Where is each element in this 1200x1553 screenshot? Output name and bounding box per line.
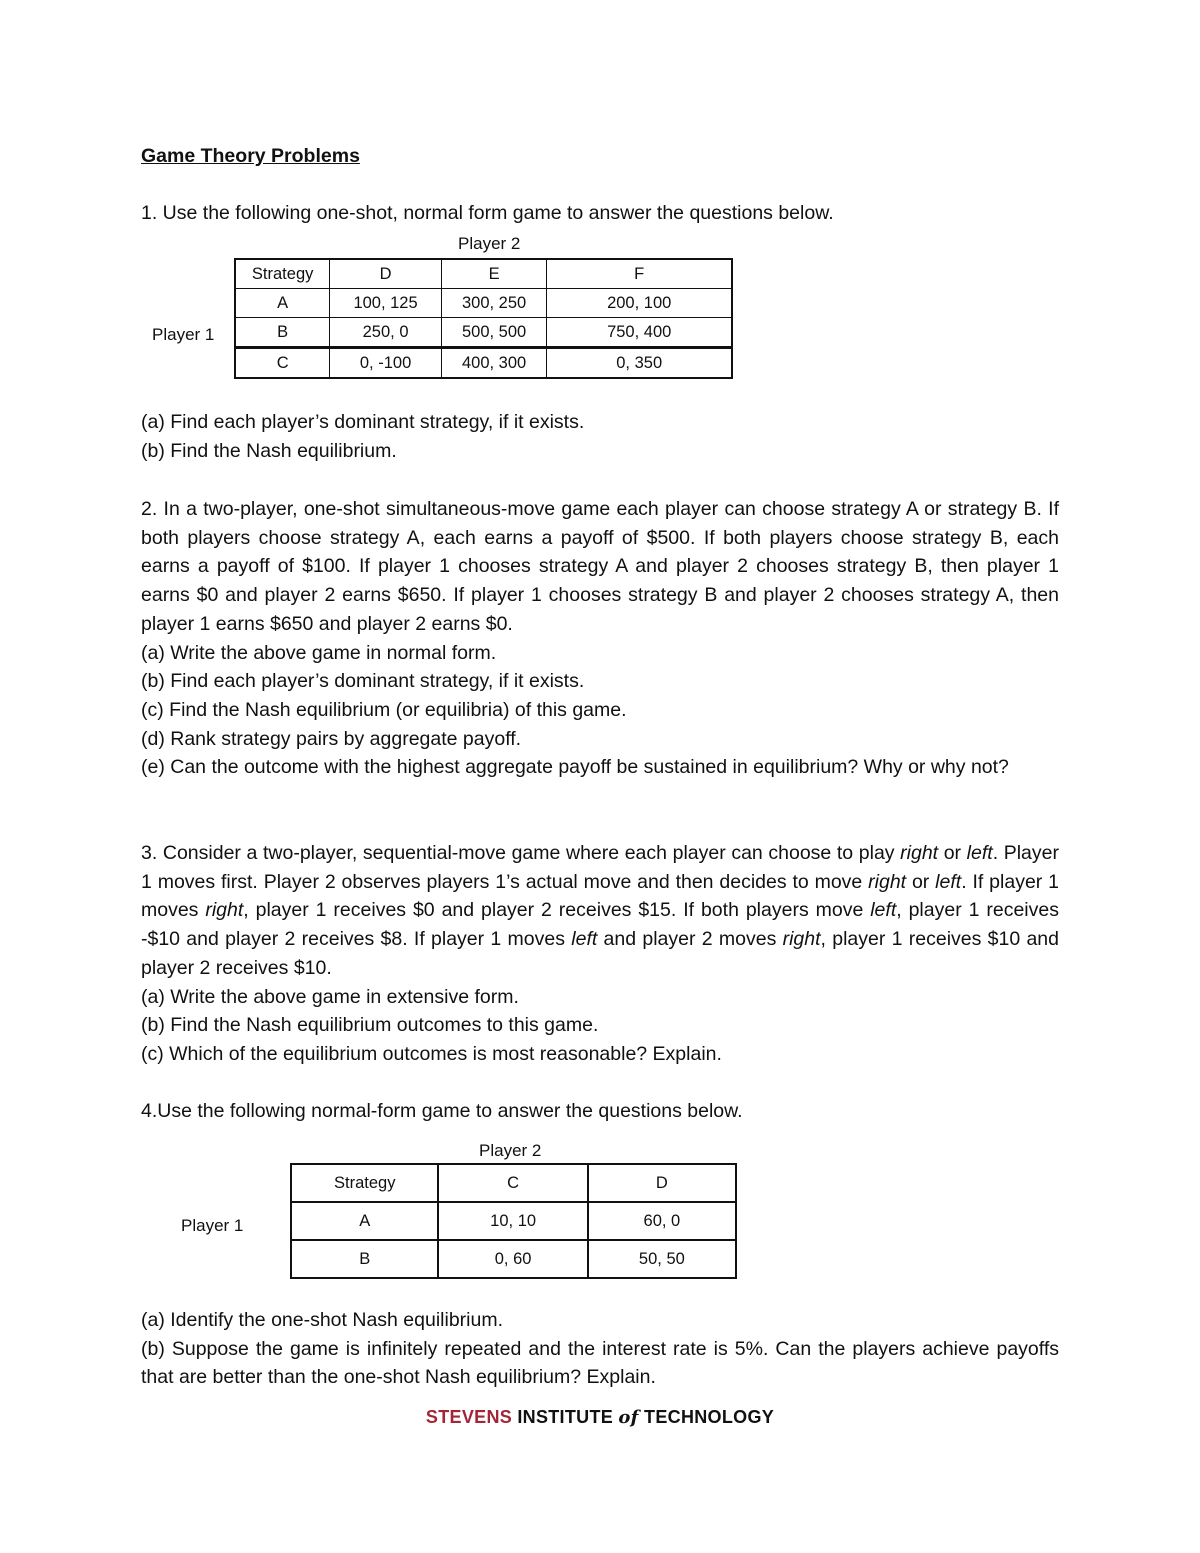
header-cell: D (588, 1164, 736, 1202)
q3-italic: right (900, 842, 939, 864)
table-cell: 50, 50 (588, 1240, 736, 1278)
table-cell: 10, 10 (438, 1202, 587, 1240)
logo-stevens: STEVENS (425, 1407, 513, 1427)
q1-intro: 1. Use the following one-shot, normal form game to answer the questions below. (141, 202, 834, 224)
q1-parts (141, 408, 1059, 465)
table-cell: 100, 125 (330, 289, 442, 318)
document-title (141, 142, 1059, 171)
q3-italic: left (571, 928, 598, 951)
q3-italic: right (205, 899, 244, 922)
q3-part-a: (a) Write the above game in extensive form. (141, 985, 519, 1008)
table-cell: 250, 0 (330, 318, 442, 348)
q2-part-b: (b) Find each player’s dominant strategy, if it exists. (141, 670, 585, 693)
table-cell: 300, 250 (441, 289, 547, 318)
header-cell: F (547, 259, 732, 289)
q3-text: , player 1 receives $0 and player 2 receives $15. If both players move (243, 899, 871, 922)
header-cell: D (330, 259, 442, 289)
q2-part-d: (d) Rank strategy pairs by aggregate payoff. (141, 727, 522, 750)
table-row (291, 1202, 736, 1240)
q1-player2-label: Player 2 (458, 234, 521, 253)
table-cell: 400, 300 (441, 348, 547, 379)
header-cell: C (438, 1164, 587, 1202)
table-cell: A (235, 289, 330, 318)
q3-text: . Player 1 moves first. Player 2 observes players 1’s actual move and then decides to move (141, 842, 1059, 893)
q3-italic: right (782, 928, 821, 951)
table-cell: A (291, 1202, 438, 1240)
logo-technology: TECHNOLOGY (644, 1407, 775, 1427)
q3-text: and player 2 moves (597, 928, 783, 951)
header-cell: E (441, 259, 547, 289)
table-cell: 60, 0 (588, 1202, 736, 1240)
q3-text: or (938, 842, 967, 864)
table-cell: 0, 350 (547, 348, 732, 379)
stevens-logo (0, 1407, 1200, 1428)
q2-part-a: (a) Write the above game in normal form. (141, 641, 497, 664)
table-cell: 0, -100 (330, 348, 442, 379)
table-row (291, 1240, 736, 1278)
table-cell: 0, 60 (438, 1240, 587, 1278)
q3-text: . If player 1 moves (141, 870, 1059, 922)
q4-intro: 4.Use the following normal-form game to answer the questions below. (141, 1100, 743, 1122)
table-cell: 500, 500 (441, 318, 547, 348)
table-row (235, 289, 732, 318)
q3-part-b: (b) Find the Nash equilibrium outcomes to this game. (141, 1014, 599, 1037)
q2-part-e: (e) Can the outcome with the highest aggregate payoff be sustained in equilibrium? Why or why not? (141, 756, 1009, 779)
q4-payoff-table (290, 1163, 737, 1279)
q1-player1-label: Player 1 (152, 325, 215, 344)
table-cell: B (291, 1240, 438, 1278)
title-text: Game Theory Problems (141, 145, 360, 167)
q4-player1-label: Player 1 (181, 1216, 244, 1235)
q3-text: or (906, 870, 936, 893)
q3-italic: left (966, 842, 993, 864)
q4-part-b: (b) Suppose the game is infinitely repeated and the interest rate is 5%. Can the players achieve payoffs that are better than the one-shot Nash equilibrium? Explain. (141, 1337, 1059, 1389)
q2-block (141, 495, 1059, 782)
q2-intro: 2. In a two-player, one-shot simultaneous-move game each player can choose strategy A or strategy B. If both players choose strategy A, each earns a payoff of $500. If both players choose strategy B, each earns a payoff of $100. If player 1 chooses strategy A and player 2 chooses strategy B, then player 1 earns $0 and player 2 earns $650. If player 1 chooses strategy B and player 2 chooses strategy A, then player 1 earns $650 and player 2 earns $0. (141, 498, 1059, 635)
q3-italic: left (935, 870, 962, 893)
q3-text: 3. Consider a two-player, sequential-move game where each player can choose to play (141, 842, 901, 864)
logo-of: of (618, 1407, 639, 1428)
q1-payoff-table (234, 258, 733, 379)
table-cell: B (235, 318, 330, 348)
q3-italic: left (870, 899, 897, 922)
header-cell: Strategy (291, 1164, 438, 1202)
q3-block (141, 839, 1059, 1069)
header-cell: Strategy (235, 259, 330, 289)
logo-institute: INSTITUTE (517, 1407, 614, 1427)
table-header-row (235, 259, 732, 289)
q3-text: , player 1 receives -$10 and player 2 receives $8. If player 1 moves (141, 899, 1059, 951)
q1-part-a: (a) Find each player’s dominant strategy, if it exists. (141, 411, 585, 433)
q3-intro (141, 839, 1059, 983)
q4-part-a: (a) Identify the one-shot Nash equilibrium. (141, 1309, 504, 1331)
q4-player2-label: Player 2 (479, 1141, 542, 1160)
table-header-row (291, 1164, 736, 1202)
q3-text: , player 1 receives $10 and player 2 receives $10. (141, 928, 1059, 979)
q2-part-c: (c) Find the Nash equilibrium (or equilibria) of this game. (141, 698, 627, 721)
q3-part-c: (c) Which of the equilibrium outcomes is most reasonable? Explain. (141, 1042, 722, 1065)
q3-italic: right (868, 870, 907, 893)
table-row (235, 348, 732, 379)
q1-part-b: (b) Find the Nash equilibrium. (141, 439, 397, 462)
table-cell: 750, 400 (547, 318, 732, 348)
table-cell: 200, 100 (547, 289, 732, 318)
table-cell: C (235, 348, 330, 379)
q4-parts (141, 1306, 1059, 1392)
table-row (235, 318, 732, 348)
